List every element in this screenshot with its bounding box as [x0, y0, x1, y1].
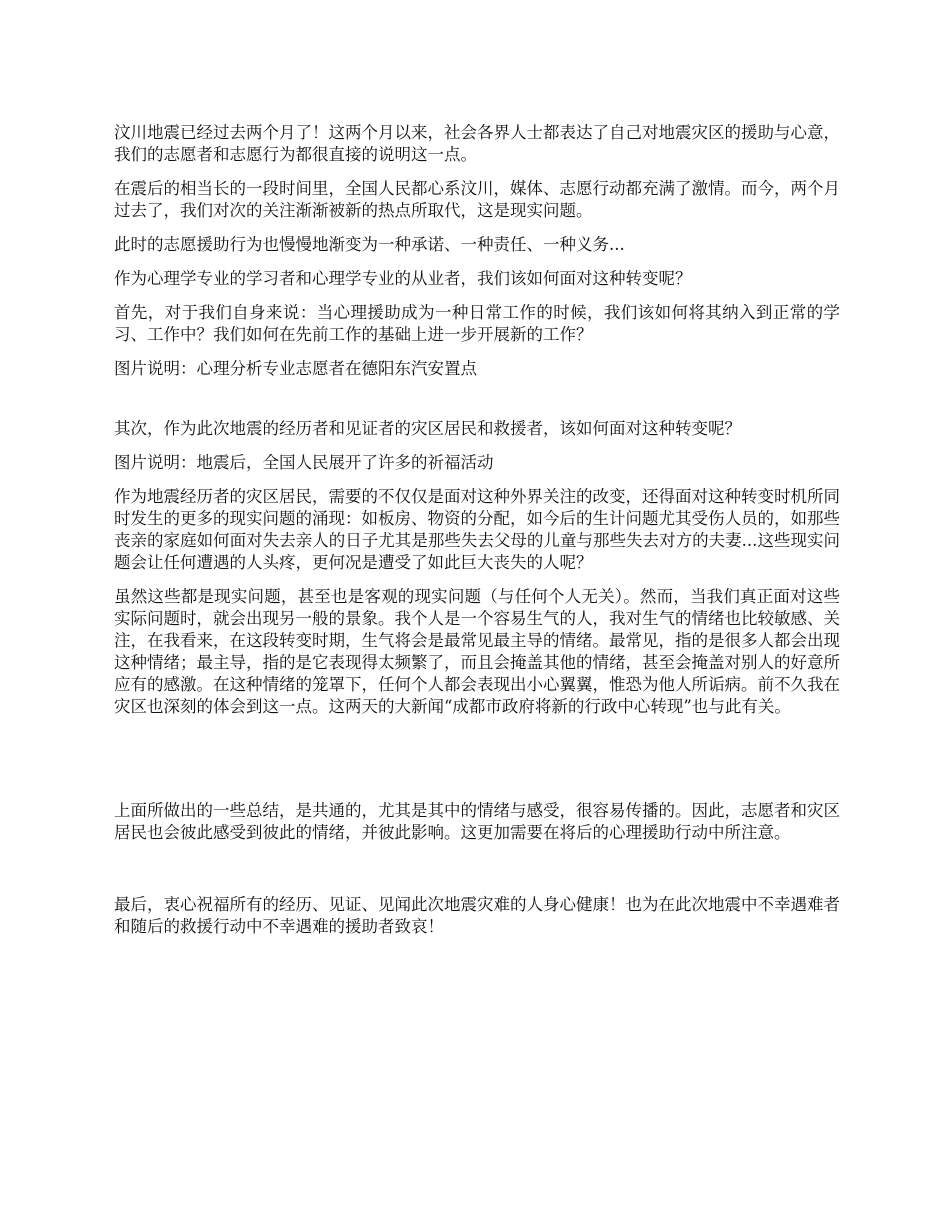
paragraph-second: 其次，作为此次地震的经历者和见证者的灾区居民和救援者，该如何面对这种转变呢？: [114, 419, 741, 438]
image-placeholder-1: [114, 392, 840, 418]
image-caption-2: 图片说明：地震后，全国人民展开了许多的祈福活动: [114, 453, 494, 472]
image-placeholder-2: [114, 730, 840, 800]
image-caption-1: 图片说明：心理分析专业志愿者在德阳东汽安置点: [114, 359, 477, 378]
paragraph-attention-shift: 在震后的相当长的一段时间里，全国人民都心系汶川，媒体、志愿行动都充满了激情。而今，两个月过去了，我们对次的关注渐渐被新的热点所取代，这是现实问题。: [114, 179, 840, 220]
article-body: [114, 122, 840, 950]
image-placeholder-3: [114, 856, 840, 894]
paragraph-first: 首先，对于我们自身来说：当心理援助成为一种日常工作的时候，我们该如何将其纳入到正常的学习、工作中？我们如何在先前工作的基础上进一步开展新的工作？: [114, 303, 840, 344]
paragraph-question: 作为心理学专业的学习者和心理学专业的从业者，我们该如何面对这种转变呢？: [114, 269, 692, 288]
paragraph-commitment: 此时的志愿援助行为也慢慢地渐变为一种承诺、一种责任、一种义务...: [114, 235, 625, 254]
paragraph-closing: 最后，衷心祝福所有的经历、见证、见闻此次地震灾难的人身心健康！也为在此次地震中不幸遇难者和随后的救援行动中不幸遇难的援助者致哀！: [114, 895, 840, 936]
paragraph-summary: 上面所做出的一些总结，是共通的，尤其是其中的情绪与感受，很容易传播的。因此，志愿者和灾区居民也会彼此感受到彼此的情绪，并彼此影响。这更加需要在将后的心理援助行动中所注意。: [114, 801, 840, 842]
paragraph-residents: 作为地震经历者的灾区居民，需要的不仅仅是面对这种外界关注的改变，还得面对这种转变时机所同时发生的更多的现实问题的涌现：如板房、物资的分配，如今后的生计问题尤其受伤人员的，如那些丧亲的家庭如何面对失去亲人的日子尤其是那些失去父母的儿童与那些失去对方的夫妻...这些现实问题会让任何遭遇的人头疼，更何况是遭受了如此巨大丧失的人呢？: [114, 487, 840, 572]
paragraph-emotions: 虽然这些都是现实问题，甚至也是客观的现实问题（与任何个人无关）。然而，当我们真正面对这些实际问题时，就会出现另一般的景象。我个人是一个容易生气的人，我对生气的情绪也比较敏感、关注，在我看来，在这段转变时期，生气将会是最常见最主导的情绪。最常见，指的是很多人都会出现这种情绪；最主导，指的是它表现得太频繁了，而且会掩盖其他的情绪，甚至会掩盖对别人的好意所应有的感激。在这种情绪的笼罩下，任何个人都会表现出小心翼翼，惟恐为他人所诟病。前不久我在灾区也深刻的体会到这一点。这两天的大新闻“成都市政府将新的行政中心转现”也与此有关。: [114, 587, 840, 716]
paragraph-intro: 汶川地震已经过去两个月了！这两个月以来，社会各界人士都表达了自己对地震灾区的援助与心意，我们的志愿者和志愿行为都很直接的说明这一点。: [114, 123, 840, 164]
